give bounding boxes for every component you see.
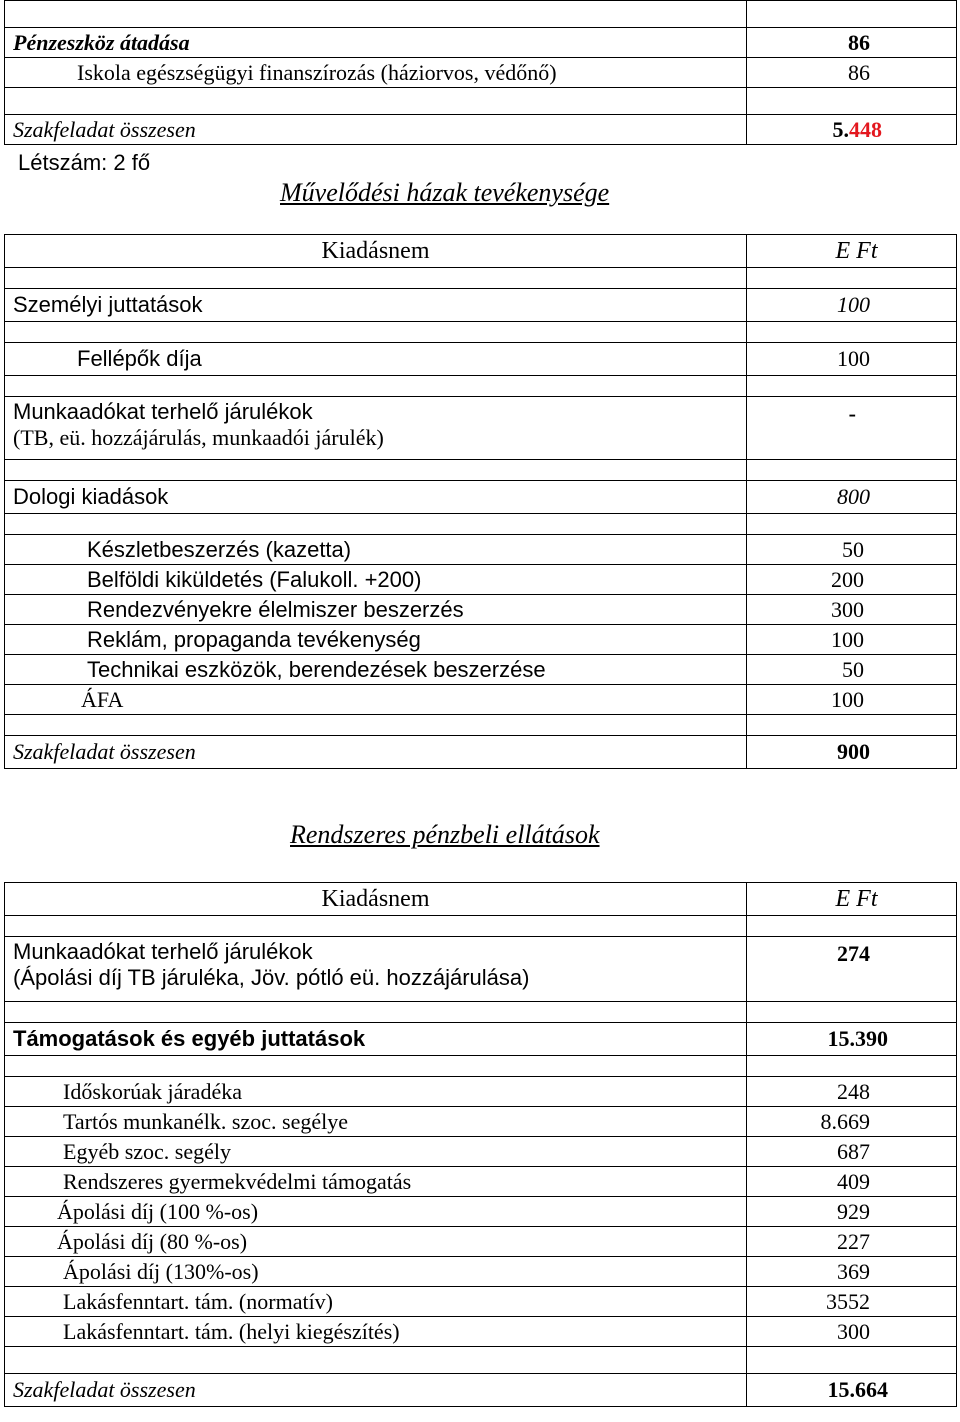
table-row: [5, 685, 957, 715]
table-row: [5, 1077, 957, 1107]
row-label: [5, 397, 747, 460]
row-label: Tartós munkanélk. szoc. segélye: [5, 1107, 747, 1137]
col-header-kind: Kiadásnem: [5, 235, 747, 268]
section1-table: [4, 234, 957, 769]
row-value: 100: [747, 289, 957, 322]
table-row: [5, 1137, 957, 1167]
col-header-value: E Ft: [747, 883, 957, 916]
row-value: 929: [747, 1197, 957, 1227]
row-label: Ápolási díj (80 %-os): [5, 1227, 747, 1257]
row-label: Pénzeszköz átadása: [5, 28, 747, 58]
row-value: 86: [747, 58, 957, 88]
table-row: [5, 595, 957, 625]
total-label: Szakfeladat összesen: [5, 1374, 747, 1407]
total-value: 900: [747, 736, 957, 769]
header-row: [5, 235, 957, 268]
row-value: 15.390: [747, 1023, 957, 1056]
row-label: Lakásfenntart. tám. (normatív): [5, 1287, 747, 1317]
row-label: ÁFA: [5, 685, 747, 715]
total-value: 15.664: [747, 1374, 957, 1407]
section1-title: Művelődési házak tevékenysége: [280, 178, 610, 207]
section2-table: [4, 882, 957, 1407]
table-row: [5, 655, 957, 685]
table-row: [5, 1227, 957, 1257]
row-label: Technikai eszközök, berendezések beszerzése: [5, 655, 747, 685]
top-table: [4, 0, 957, 145]
total-label: Szakfeladat összesen: [5, 736, 747, 769]
table-row: [5, 1023, 957, 1056]
row-label: Belföldi kiküldetés (Falukoll. +200): [5, 565, 747, 595]
total-row: [5, 1374, 957, 1407]
row-value: 50: [747, 535, 957, 565]
row-label: Ápolási díj (100 %-os): [5, 1197, 747, 1227]
table-row: [5, 1167, 957, 1197]
row-value: 200: [747, 565, 957, 595]
col-header-value: E Ft: [747, 235, 957, 268]
table-row: [5, 481, 957, 514]
row-value: 687: [747, 1137, 957, 1167]
row-value: 100: [747, 685, 957, 715]
col-header-kind: Kiadásnem: [5, 883, 747, 916]
row-value: 50: [747, 655, 957, 685]
row-value: 100: [747, 625, 957, 655]
row-label: Készletbeszerzés (kazetta): [5, 535, 747, 565]
total-row: [5, 115, 957, 145]
row-value: 86: [747, 28, 957, 58]
table-row: [5, 58, 957, 88]
row-label-line1: Munkaadókat terhelő járulékok: [13, 939, 313, 964]
row-value: 248: [747, 1077, 957, 1107]
row-value: 800: [747, 481, 957, 514]
row-label: Reklám, propaganda tevékenység: [5, 625, 747, 655]
table-row: [5, 1107, 957, 1137]
table-row: [5, 397, 957, 460]
row-label-line2: (Ápolási díj TB járuléka, Jöv. pótló eü. hozzájárulása): [13, 965, 530, 990]
row-value: -: [747, 397, 957, 460]
row-label: Lakásfenntart. tám. (helyi kiegészítés): [5, 1317, 747, 1347]
table-row: [5, 1317, 957, 1347]
table-row: [5, 565, 957, 595]
table-row: [5, 1287, 957, 1317]
row-value: 227: [747, 1227, 957, 1257]
row-value: 100: [747, 343, 957, 376]
row-label-line1: Munkaadókat terhelő járulékok: [13, 399, 313, 424]
header-row: [5, 883, 957, 916]
row-label: Fellépők díja: [5, 343, 747, 376]
row-value: 409: [747, 1167, 957, 1197]
headcount: Létszám: 2 fő: [18, 150, 151, 175]
row-value: 369: [747, 1257, 957, 1287]
total-value-suffix: 448: [849, 116, 882, 142]
row-value: 3552: [747, 1287, 957, 1317]
total-label: Szakfeladat összesen: [5, 115, 747, 145]
row-label: Rendszeres gyermekvédelmi támogatás: [5, 1167, 747, 1197]
row-label: Időskorúak járadéka: [5, 1077, 747, 1107]
row-label-line2: (TB, eü. hozzájárulás, munkaadói járulék): [13, 425, 384, 450]
row-value: 300: [747, 595, 957, 625]
row-label: [5, 937, 747, 1002]
table-row: [5, 535, 957, 565]
total-value: [747, 115, 957, 145]
row-label: Iskola egészségügyi finanszírozás (háziorvos, védőnő): [5, 58, 747, 88]
row-label: Személyi juttatások: [5, 289, 747, 322]
table-row: [5, 937, 957, 1002]
table-row: [5, 343, 957, 376]
row-value: 274: [747, 937, 957, 1002]
row-value: 300: [747, 1317, 957, 1347]
row-label: Támogatások és egyéb juttatások: [5, 1023, 747, 1056]
total-row: [5, 736, 957, 769]
row-label: Rendezvényekre élelmiszer beszerzés: [5, 595, 747, 625]
table-row: [5, 28, 957, 58]
total-value-prefix: 5.: [832, 116, 849, 142]
section2-title: Rendszeres pénzbeli ellátások: [290, 820, 600, 849]
row-label: Egyéb szoc. segély: [5, 1137, 747, 1167]
row-value: 8.669: [747, 1107, 957, 1137]
table-row: [5, 1197, 957, 1227]
row-label: Dologi kiadások: [5, 481, 747, 514]
table-row: [5, 1257, 957, 1287]
table-row: [5, 289, 957, 322]
row-label: Ápolási díj (130%-os): [5, 1257, 747, 1287]
table-row: [5, 625, 957, 655]
